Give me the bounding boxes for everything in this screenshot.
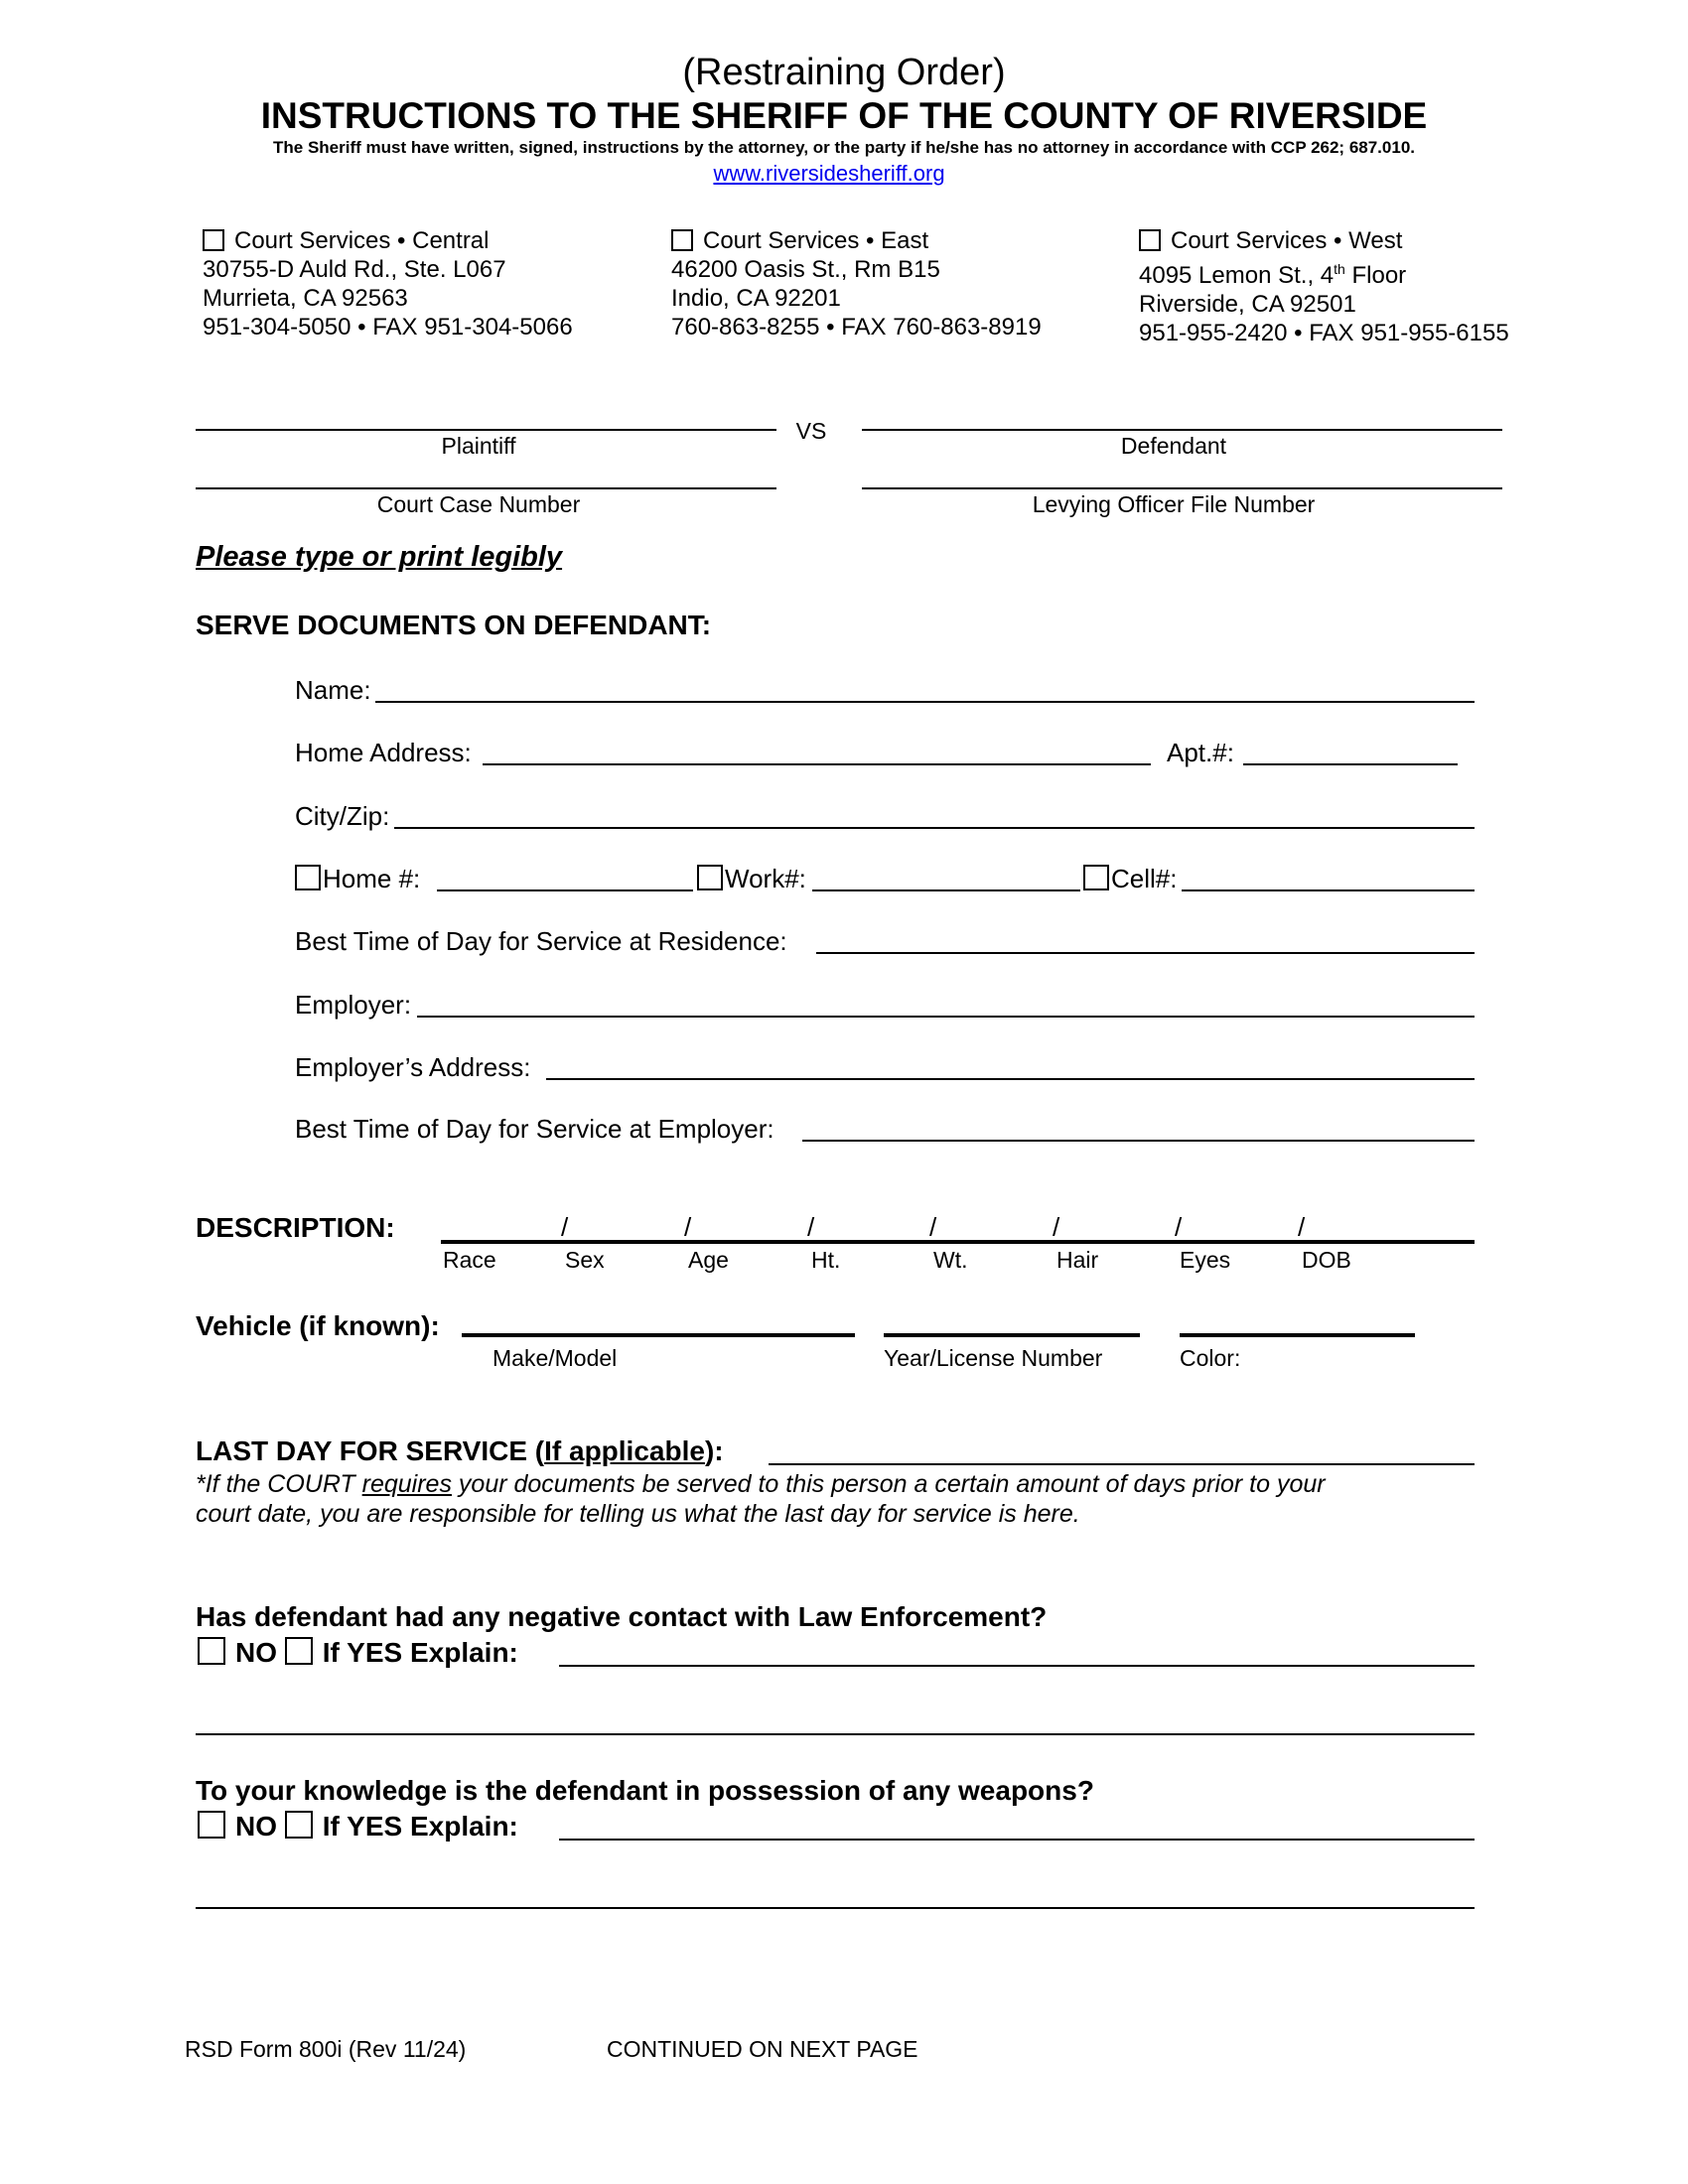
office-phone: 760-863-8255 • FAX 760-863-8919	[671, 314, 1042, 341]
court-case-number-field[interactable]	[196, 487, 776, 489]
office-name: Court Services • East	[703, 227, 929, 254]
best-time-residence-field[interactable]	[816, 952, 1475, 954]
levying-officer-file-number-label: Levying Officer File Number	[1032, 491, 1316, 517]
office-city: Indio, CA 92201	[671, 285, 841, 312]
last-day-heading	[196, 1437, 724, 1465]
color-field[interactable]	[1180, 1333, 1415, 1337]
law-enforcement-explain-field-2[interactable]	[196, 1733, 1475, 1735]
plaintiff-label: Plaintiff	[441, 433, 516, 459]
year-license-field[interactable]	[884, 1333, 1140, 1337]
make-model-field[interactable]	[462, 1333, 855, 1337]
law-enforcement-no-checkbox[interactable]	[198, 1637, 225, 1665]
order-type: (Restraining Order)	[682, 52, 1006, 93]
levying-officer-file-number-field[interactable]	[862, 487, 1502, 489]
description-label-age: Age	[688, 1247, 729, 1273]
description-separator: /	[1298, 1212, 1306, 1242]
description-separator: /	[807, 1212, 815, 1242]
office-name: Court Services • West	[1171, 227, 1403, 254]
address-text: Floor	[1344, 262, 1407, 289]
office-east-checkbox[interactable]	[671, 229, 693, 251]
weapons-yes-checkbox[interactable]	[285, 1811, 313, 1839]
year-license-label: Year/License Number	[884, 1345, 1103, 1371]
heading-text: LAST DAY FOR SERVICE (	[196, 1435, 545, 1466]
description-label-sex: Sex	[565, 1247, 605, 1273]
best-time-residence-label: Best Time of Day for Service at Residence:	[295, 926, 787, 956]
office-west-checkbox[interactable]	[1139, 229, 1161, 251]
yes-explain-label: If YES Explain:	[322, 1637, 518, 1668]
yes-explain-label: If YES Explain:	[322, 1811, 518, 1842]
address-superscript: th	[1334, 261, 1345, 277]
heading-text: ):	[704, 1435, 724, 1466]
weapons-answer	[198, 1811, 518, 1841]
make-model-label: Make/Model	[492, 1345, 618, 1371]
office-phone: 951-304-5050 • FAX 951-304-5066	[203, 314, 573, 341]
website-link[interactable]: www.riversidesheriff.org	[713, 161, 945, 186]
office-central	[203, 226, 573, 341]
weapons-question: To your knowledge is the defendant in possession of any weapons?	[196, 1775, 1094, 1806]
description-separator: /	[1053, 1212, 1060, 1242]
work-phone-field[interactable]	[812, 889, 1080, 891]
weapons-no-checkbox[interactable]	[198, 1811, 225, 1839]
home-phone-field[interactable]	[437, 889, 693, 891]
continued-note: CONTINUED ON NEXT PAGE	[607, 2036, 918, 2062]
work-phone-checkbox[interactable]	[697, 865, 723, 890]
law-enforcement-question: Has defendant had any negative contact with Law Enforcement?	[196, 1601, 1048, 1632]
vs-label: VS	[795, 418, 827, 444]
serve-heading: SERVE DOCUMENTS ON DEFENDANT:	[196, 610, 712, 640]
office-address	[1139, 255, 1509, 290]
note-text: your documents be served to this person a certain amount of days prior to your	[451, 1470, 1326, 1498]
defendant-label: Defendant	[1120, 433, 1227, 459]
if-applicable-text: If applicable	[544, 1435, 705, 1466]
last-day-note	[196, 1472, 1326, 1497]
address-text: 4095 Lemon St., 4	[1139, 262, 1335, 289]
cell-phone-field[interactable]	[1182, 889, 1475, 891]
weapons-explain-field[interactable]	[559, 1839, 1475, 1841]
last-day-field[interactable]	[769, 1463, 1475, 1465]
description-separator: /	[1175, 1212, 1183, 1242]
office-west	[1139, 226, 1509, 347]
description-label-eyes: Eyes	[1180, 1247, 1231, 1273]
home-phone	[295, 865, 420, 891]
home-address-label: Home Address:	[295, 738, 472, 767]
note-text: *If the COURT	[196, 1470, 362, 1498]
description-separator: /	[684, 1212, 692, 1242]
description-label-race: Race	[443, 1247, 496, 1273]
best-time-employer-label: Best Time of Day for Service at Employer:	[295, 1114, 774, 1144]
best-time-employer-field[interactable]	[802, 1140, 1475, 1142]
description-label-dob: DOB	[1302, 1247, 1351, 1273]
court-case-number-label: Court Case Number	[376, 491, 581, 517]
work-phone-label: Work#:	[725, 864, 806, 893]
law-enforcement-answer	[198, 1637, 518, 1667]
vehicle-heading: Vehicle (if known):	[196, 1310, 440, 1341]
description-label-wt: Wt.	[933, 1247, 968, 1273]
name-label: Name:	[295, 675, 371, 705]
cell-phone-checkbox[interactable]	[1083, 865, 1109, 890]
last-day-note-2: court date, you are responsible for telling us what the last day for service is here.	[196, 1500, 1080, 1528]
office-city: Murrieta, CA 92563	[203, 285, 408, 312]
weapons-explain-field-2[interactable]	[196, 1907, 1475, 1909]
defendant-field[interactable]	[862, 429, 1502, 431]
employer-label: Employer:	[295, 990, 412, 1020]
law-enforcement-explain-field[interactable]	[559, 1665, 1475, 1667]
description-label-ht: Ht.	[811, 1247, 841, 1273]
employer-address-label: Employer’s Address:	[295, 1052, 531, 1082]
description-separator: /	[929, 1212, 937, 1242]
city-zip-field[interactable]	[394, 827, 1475, 829]
name-field[interactable]	[375, 701, 1475, 703]
office-address: 30755-D Auld Rd., Ste. L067	[203, 256, 506, 283]
apt-label: Apt.#:	[1167, 738, 1234, 767]
form-id: RSD Form 800i (Rev 11/24)	[185, 2036, 467, 2062]
home-address-field[interactable]	[483, 763, 1151, 765]
office-name: Court Services • Central	[234, 227, 490, 254]
law-enforcement-yes-checkbox[interactable]	[285, 1637, 313, 1665]
description-separator: /	[561, 1212, 569, 1242]
work-phone	[697, 865, 806, 891]
page-title: INSTRUCTIONS TO THE SHERIFF OF THE COUNTY OF RIVERSIDE	[260, 95, 1428, 136]
office-address: 46200 Oasis St., Rm B15	[671, 256, 940, 283]
city-zip-label: City/Zip:	[295, 801, 390, 831]
no-label: NO	[235, 1637, 277, 1668]
no-label: NO	[235, 1811, 277, 1842]
description-field[interactable]	[441, 1240, 1475, 1244]
legibility-instruction: Please type or print legibly	[196, 541, 563, 573]
notice-text: The Sheriff must have written, signed, instructions by the attorney, or the party if he/she has no attorney in accordance with CCP 262; 687.010.	[273, 138, 1415, 157]
color-label: Color:	[1180, 1345, 1241, 1371]
office-city: Riverside, CA 92501	[1139, 291, 1356, 318]
home-phone-label: Home #:	[323, 864, 421, 893]
office-phone: 951-955-2420 • FAX 951-955-6155	[1139, 320, 1509, 346]
office-central-checkbox[interactable]	[203, 229, 224, 251]
description-heading: DESCRIPTION:	[196, 1212, 395, 1243]
employer-field[interactable]	[417, 1016, 1475, 1018]
home-phone-checkbox[interactable]	[295, 865, 321, 890]
cell-phone	[1083, 865, 1177, 891]
apt-field[interactable]	[1243, 763, 1458, 765]
employer-address-field[interactable]	[546, 1078, 1475, 1080]
description-label-hair: Hair	[1056, 1247, 1099, 1273]
note-requires: requires	[361, 1470, 452, 1498]
office-east	[671, 226, 1042, 341]
cell-phone-label: Cell#:	[1111, 864, 1178, 893]
plaintiff-field[interactable]	[196, 429, 776, 431]
